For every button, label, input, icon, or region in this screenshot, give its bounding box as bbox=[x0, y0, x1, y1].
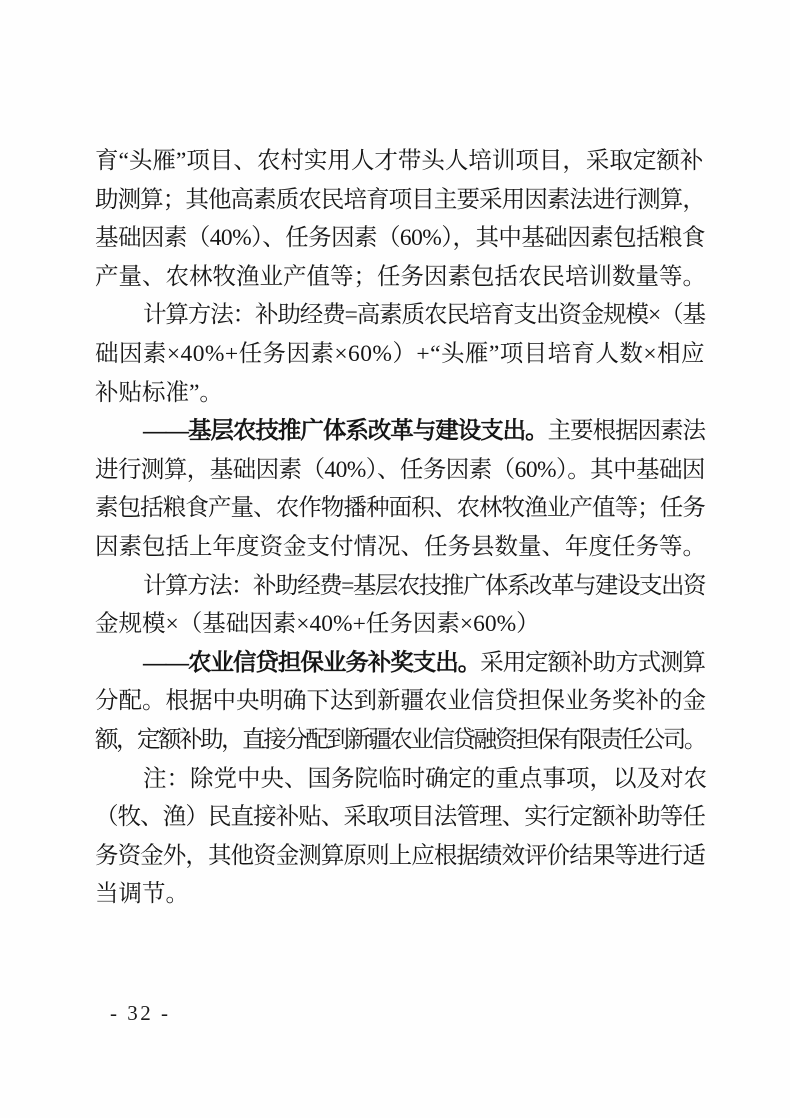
text-line bbox=[95, 644, 707, 683]
text-line-content bbox=[95, 534, 706, 560]
text-line-content bbox=[95, 727, 705, 753]
text-line bbox=[95, 567, 707, 606]
text-line-content bbox=[95, 264, 706, 290]
text-line bbox=[95, 219, 707, 258]
text-line-content bbox=[143, 650, 705, 676]
text-line bbox=[95, 682, 707, 721]
paragraph-text: 进行测算，基础因素（40%）、任务因素（60%）。其中基础因 bbox=[95, 456, 705, 483]
paragraph-text: 素包括粮食产量、农作物播种面积、农林牧渔业产值等；任务 bbox=[95, 495, 705, 522]
text-line bbox=[95, 721, 707, 760]
paragraph-text: 计算方法：补助经费=基层农技推广体系改革与建设支出资 bbox=[143, 572, 706, 599]
text-line bbox=[95, 489, 707, 528]
text-line-content bbox=[95, 341, 705, 367]
paragraph-text: 产量、农林牧渔业产值等；任务因素包括农民培训数量等。 bbox=[95, 263, 706, 290]
paragraph-text: 育“头雁”项目、农村实用人才带头人培训项目，采取定额补 bbox=[95, 148, 704, 174]
text-line-content bbox=[95, 611, 540, 637]
text-line bbox=[95, 528, 707, 567]
text-line-content bbox=[95, 148, 703, 174]
text-line bbox=[95, 374, 707, 413]
text-line bbox=[95, 258, 707, 297]
text-line bbox=[95, 837, 707, 876]
paragraph-text: 金规模×（基础因素×40%+任务因素×60%） bbox=[95, 611, 540, 638]
text-line-content bbox=[143, 766, 707, 792]
text-line-content bbox=[95, 187, 705, 213]
paragraph-text: 础因素×40%+任务因素×60%）+“头雁”项目培育人数×相应 bbox=[95, 340, 705, 367]
text-line bbox=[95, 296, 707, 335]
paragraph-text: 注：除党中央、国务院临时确定的重点事项，以及对农 bbox=[143, 765, 707, 792]
paragraph-text: 采用定额补助方式测算 bbox=[480, 649, 706, 676]
paragraph-text: 计算方法：补助经费=高素质农民培育支出资金规模×（基 bbox=[143, 302, 705, 329]
text-line-content bbox=[95, 457, 705, 483]
paragraph-text: 补贴标准”。 bbox=[95, 379, 223, 406]
text-line-content bbox=[95, 225, 705, 251]
text-line bbox=[95, 335, 707, 374]
paragraph-text: 因素包括上年度资金支付情况、任务县数量、年度任务等。 bbox=[95, 533, 706, 560]
paragraph-text: 助测算；其他高素质农民培育项目主要采用因素法进行测算， bbox=[95, 186, 705, 213]
text-line-content bbox=[95, 380, 223, 406]
paragraph-text: 主要根据因素法 bbox=[547, 418, 706, 445]
paragraph-text: 额，定额补助，直接分配到新疆农业信贷融资担保有限责任公司。 bbox=[95, 726, 705, 753]
text-line-content bbox=[143, 418, 705, 444]
text-line bbox=[95, 142, 707, 181]
document-text bbox=[95, 142, 707, 914]
text-line bbox=[95, 798, 707, 837]
page-number: - 32 - bbox=[110, 1001, 171, 1025]
paragraph-text: 务资金外，其他资金测算原则上应根据绩效评价结果等进行适 bbox=[95, 842, 705, 869]
text-line-content bbox=[143, 573, 705, 599]
text-line-content bbox=[143, 302, 705, 328]
paragraph-lead-bold: ——农业信贷担保业务补奖支出。 bbox=[143, 649, 481, 676]
paragraph-text: 分配。根据中央明确下达到新疆农业信贷担保业务奖补的金 bbox=[95, 688, 706, 715]
text-line bbox=[95, 605, 707, 644]
text-line-content bbox=[95, 881, 189, 907]
text-line bbox=[95, 181, 707, 220]
paragraph-text: 当调节。 bbox=[95, 881, 189, 908]
paragraph-text: 基础因素（40%）、任务因素（60%），其中基础因素包括粮食 bbox=[95, 225, 705, 252]
text-line-content bbox=[95, 804, 705, 830]
paragraph-text: （牧、渔）民直接补贴、采取项目法管理、实行定额补助等任 bbox=[95, 804, 705, 831]
text-line-content bbox=[95, 843, 705, 869]
text-line bbox=[95, 760, 707, 799]
paragraph-lead-bold: ——基层农技推广体系改革与建设支出。 bbox=[143, 418, 548, 445]
text-line-content bbox=[95, 495, 705, 521]
text-line bbox=[95, 875, 707, 914]
text-line bbox=[95, 412, 707, 451]
text-line bbox=[95, 451, 707, 490]
text-line-content bbox=[95, 688, 706, 714]
